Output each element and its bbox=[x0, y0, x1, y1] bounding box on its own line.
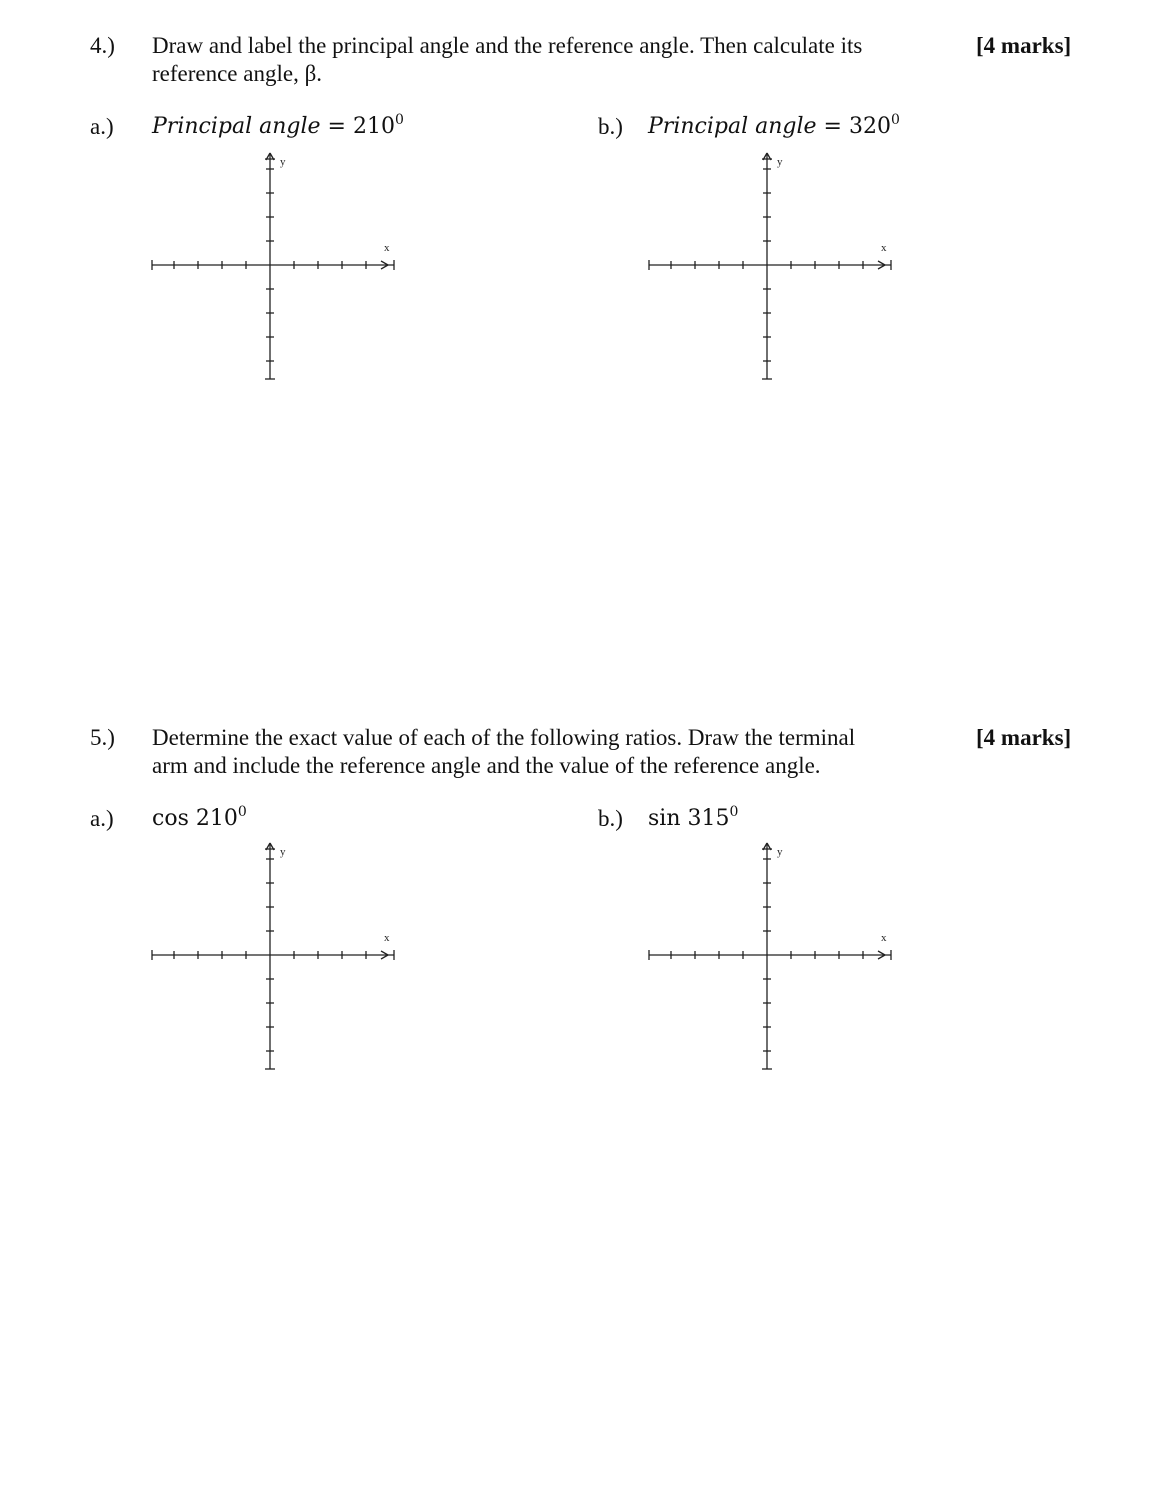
x-axis-label: x bbox=[881, 932, 887, 944]
y-axis-label: y bbox=[777, 846, 783, 858]
question-5-marks: [4 marks] bbox=[976, 725, 1072, 750]
q4a-expr-rest: = 210 bbox=[320, 114, 395, 139]
y-axis-label: y bbox=[280, 846, 286, 858]
question-4-marks: [4 marks] bbox=[976, 33, 1072, 58]
y-axis-label: y bbox=[280, 156, 286, 168]
q5a-label: a.) bbox=[90, 806, 114, 831]
q4b-expr-rest: = 320 bbox=[816, 114, 891, 139]
question-5-text bbox=[152, 724, 932, 780]
question-5-text-line1: Determine the exact value of each of the following ratios. Draw the terminal bbox=[152, 725, 856, 750]
x-axis-label: x bbox=[384, 242, 390, 254]
q4a-axes bbox=[152, 153, 394, 379]
question-5-number: 5.) bbox=[90, 725, 115, 750]
y-axis-label: y bbox=[777, 156, 783, 168]
q4b-label: b.) bbox=[598, 114, 623, 139]
q4b-expr-name: Principal angle bbox=[648, 114, 817, 139]
q5b-axes bbox=[649, 843, 891, 1069]
x-axis-label: x bbox=[881, 242, 887, 254]
question-4-text-line2: reference angle, β. bbox=[152, 61, 323, 86]
q5b-label: b.) bbox=[598, 806, 623, 831]
q4b-axes bbox=[649, 153, 891, 379]
q5b-expr: sin 315 bbox=[648, 806, 730, 831]
question-5-text-line2: arm and include the reference angle and the value of the reference angle. bbox=[152, 753, 821, 778]
q4a-label: a.) bbox=[90, 114, 114, 139]
q5b-expression bbox=[648, 804, 738, 831]
q4a-degree: 0 bbox=[394, 112, 404, 128]
q5a-expr: cos 210 bbox=[152, 806, 238, 831]
q5a-degree: 0 bbox=[237, 804, 247, 820]
q4a-expr-name: Principal angle bbox=[152, 114, 321, 139]
q4b-degree: 0 bbox=[890, 112, 900, 128]
x-axis-label: x bbox=[384, 932, 390, 944]
q5a-axes bbox=[152, 843, 394, 1069]
q5a-expression bbox=[152, 804, 247, 831]
question-4-number: 4.) bbox=[90, 33, 115, 58]
q5b-degree: 0 bbox=[729, 804, 739, 820]
question-4-text-line1: Draw and label the principal angle and the reference angle. Then calculate its bbox=[152, 33, 863, 58]
